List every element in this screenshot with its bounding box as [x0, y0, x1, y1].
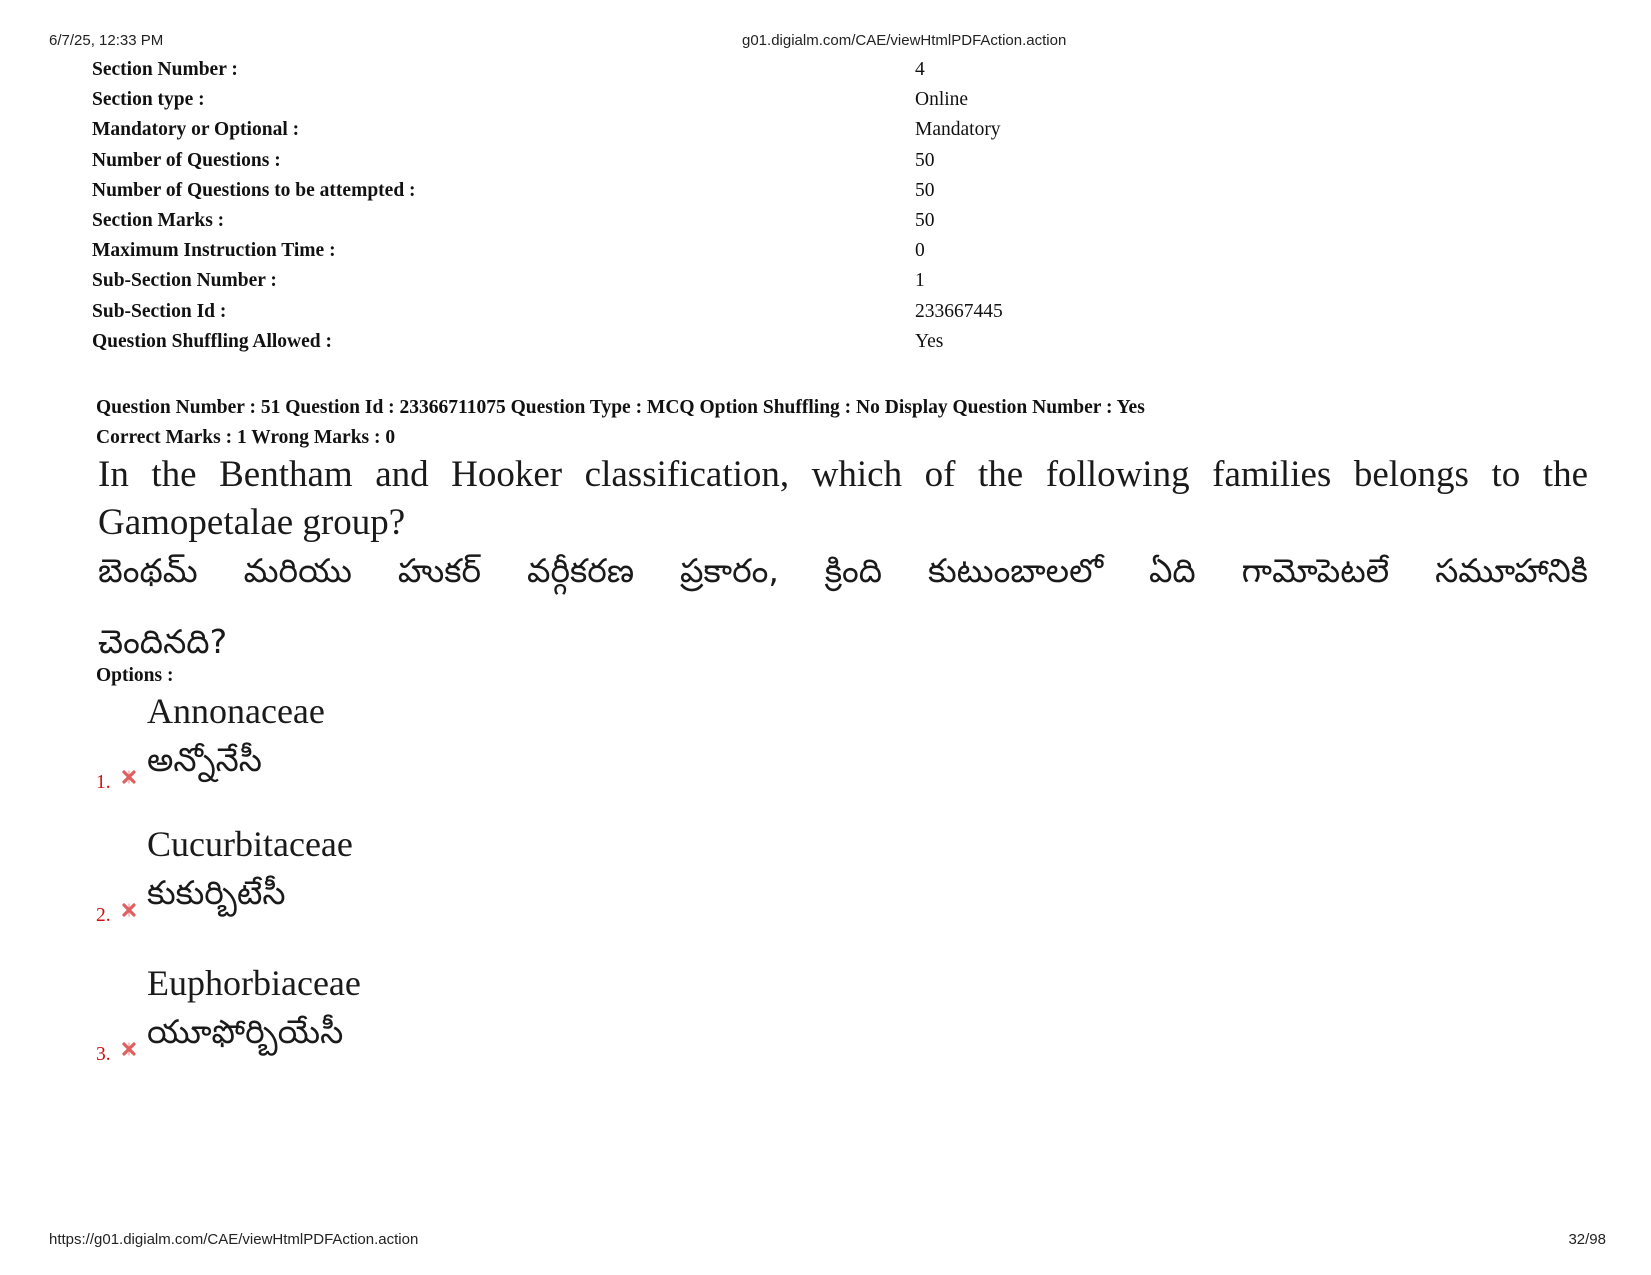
question-text-english: In the Bentham and Hooker classification, which of the following families belongs to the — [98, 454, 1588, 495]
meta-value: Yes — [915, 330, 944, 352]
meta-value: 50 — [915, 149, 935, 171]
meta-row-section-marks — [92, 210, 1092, 240]
print-footer-url: https://g01.digialm.com/CAE/viewHtmlPDFAction.action — [49, 1231, 419, 1248]
section-meta-table — [92, 59, 1092, 361]
option-number: 2. — [96, 905, 111, 926]
wrong-cross-icon — [121, 902, 137, 918]
meta-key: Question Shuffling Allowed : — [92, 330, 333, 352]
option-text-telugu: యూఫోర్బియేసీ — [147, 1012, 344, 1051]
meta-key: Number of Questions : — [92, 149, 281, 171]
meta-value: 4 — [915, 59, 925, 80]
page-number: 32/98 — [1568, 1231, 1606, 1248]
option-text-english: Cucurbitaceae — [147, 824, 353, 864]
meta-row-section-type — [92, 89, 1092, 119]
wrong-cross-icon — [121, 769, 137, 785]
meta-row-questions-to-attempt — [92, 180, 1092, 210]
option-text-english: Euphorbiaceae — [147, 963, 361, 1003]
meta-key: Maximum Instruction Time : — [92, 240, 336, 262]
meta-key: Section Number : — [92, 59, 238, 80]
meta-row-subsection-number — [92, 270, 1092, 300]
question-text-english-cont: Gamopetalae group? — [98, 502, 406, 543]
print-datetime: 6/7/25, 12:33 PM — [49, 32, 164, 49]
meta-key: Mandatory or Optional : — [92, 119, 300, 141]
meta-row-section-number — [92, 59, 1092, 89]
wrong-cross-icon — [121, 1041, 137, 1057]
option-1 — [96, 690, 696, 820]
meta-value: 50 — [915, 179, 935, 201]
meta-row-instruction-time — [92, 240, 1092, 270]
meta-row-shuffling-allowed — [92, 331, 1092, 361]
option-text-telugu: అన్నోనేసీ — [147, 740, 262, 779]
option-2 — [96, 823, 696, 953]
question-text-telugu: బెంథమ్ మరియు హుకర్ వర్గీకరణ ప్రకారం, క్రింది కుటుంబాలలో ఏది గామోపెటలే సమూహానికి — [98, 551, 1588, 590]
meta-value: Mandatory — [915, 119, 1001, 141]
question-text-telugu-cont: చెందినది? — [98, 622, 228, 661]
option-text-telugu: కుకుర్బిటేసీ — [147, 873, 286, 912]
question-info: Question Number : 51 Question Id : 23366711075 Question Type : MCQ Option Shuffling : No Display Question Number : Yes — [96, 397, 1145, 418]
option-text-english: Annonaceae — [147, 691, 325, 731]
meta-value: 0 — [915, 240, 925, 262]
question-marks-info: Correct Marks : 1 Wrong Marks : 0 — [96, 427, 396, 448]
meta-value: 50 — [915, 209, 935, 231]
option-3 — [96, 962, 696, 1092]
option-number: 1. — [96, 772, 111, 793]
meta-value: Online — [915, 89, 969, 111]
options-label: Options : — [96, 665, 174, 686]
meta-key: Number of Questions to be attempted : — [92, 179, 416, 201]
print-header-url: g01.digialm.com/CAE/viewHtmlPDFAction.action — [742, 32, 1067, 49]
meta-key: Section type : — [92, 89, 205, 111]
meta-key: Sub-Section Number : — [92, 270, 277, 292]
meta-row-number-of-questions — [92, 150, 1092, 180]
option-number: 3. — [96, 1044, 111, 1065]
meta-key: Sub-Section Id : — [92, 300, 227, 322]
meta-value: 233667445 — [915, 300, 1003, 322]
meta-value: 1 — [915, 270, 925, 292]
meta-row-mandatory — [92, 119, 1092, 149]
meta-row-subsection-id — [92, 301, 1092, 331]
meta-key: Section Marks : — [92, 209, 225, 231]
